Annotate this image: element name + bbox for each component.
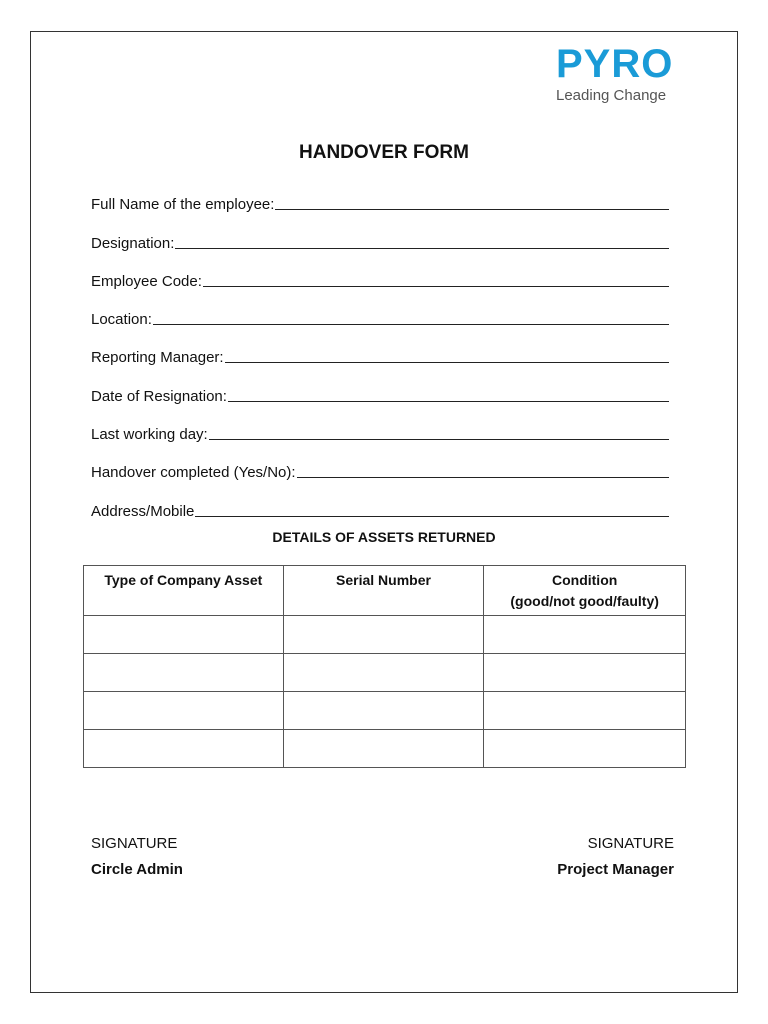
table-cell[interactable] (283, 654, 484, 692)
table-cell[interactable] (484, 616, 686, 654)
table-row (84, 654, 686, 692)
signature-role: Circle Admin (91, 861, 183, 878)
field-label: Full Name of the employee: (91, 196, 275, 214)
table-cell[interactable] (484, 730, 686, 768)
field-address-mobile[interactable] (91, 491, 673, 529)
field-fill-line[interactable] (195, 516, 669, 517)
signature-block-project-manager (557, 831, 674, 883)
field-full-name[interactable] (91, 185, 673, 223)
company-logo (556, 44, 680, 104)
assets-table (83, 565, 686, 768)
form-title: HANDOVER FORM (299, 142, 469, 163)
field-label: Date of Resignation: (91, 387, 227, 405)
table-cell[interactable] (484, 654, 686, 692)
field-fill-line[interactable] (153, 324, 669, 325)
table-cell[interactable] (84, 692, 284, 730)
signature-role: Project Manager (557, 861, 674, 878)
logo-wordmark: PYRO (556, 42, 674, 86)
table-cell[interactable] (484, 692, 686, 730)
field-last-working-day[interactable] (91, 415, 673, 453)
table-cell[interactable] (84, 654, 284, 692)
field-fill-line[interactable] (228, 401, 669, 402)
field-employee-code[interactable] (91, 262, 673, 300)
field-fill-line[interactable] (209, 439, 669, 440)
field-fill-line[interactable] (297, 477, 669, 478)
table-cell[interactable] (283, 692, 484, 730)
table-cell[interactable] (283, 616, 484, 654)
field-label: Handover completed (Yes/No): (91, 464, 296, 482)
field-location[interactable] (91, 300, 673, 338)
column-header-serial-number: Serial Number (283, 566, 484, 616)
field-fill-line[interactable] (203, 286, 669, 287)
table-row (84, 616, 686, 654)
table-row (84, 692, 686, 730)
field-label: Designation: (91, 234, 175, 252)
field-fill-line[interactable] (225, 362, 669, 363)
table-row (84, 730, 686, 768)
column-header-condition (484, 566, 686, 616)
field-date-of-resignation[interactable] (91, 376, 673, 414)
field-label: Last working day: (91, 426, 208, 444)
field-label: Address/Mobile (91, 502, 195, 520)
assets-section-title: DETAILS OF ASSETS RETURNED (272, 529, 496, 545)
field-fill-line[interactable] (275, 209, 669, 210)
field-label: Reporting Manager: (91, 349, 224, 367)
table-cell[interactable] (84, 616, 284, 654)
form-fields (91, 185, 673, 530)
column-header-asset-type: Type of Company Asset (84, 566, 284, 616)
field-fill-line[interactable] (175, 248, 669, 249)
signature-label: SIGNATURE (587, 835, 674, 852)
field-designation[interactable] (91, 223, 673, 261)
table-header-row (84, 566, 686, 616)
logo-tagline: Leading Change (556, 87, 667, 104)
condition-note: (good/not good/faulty) (510, 593, 659, 609)
signature-label: SIGNATURE (91, 835, 178, 852)
field-label: Location: (91, 311, 152, 329)
field-reporting-manager[interactable] (91, 338, 673, 376)
signature-block-circle-admin (91, 831, 183, 883)
field-handover-completed[interactable] (91, 453, 673, 491)
condition-label: Condition (551, 572, 618, 588)
field-label: Employee Code: (91, 272, 202, 290)
table-cell[interactable] (283, 730, 484, 768)
table-cell[interactable] (84, 730, 284, 768)
